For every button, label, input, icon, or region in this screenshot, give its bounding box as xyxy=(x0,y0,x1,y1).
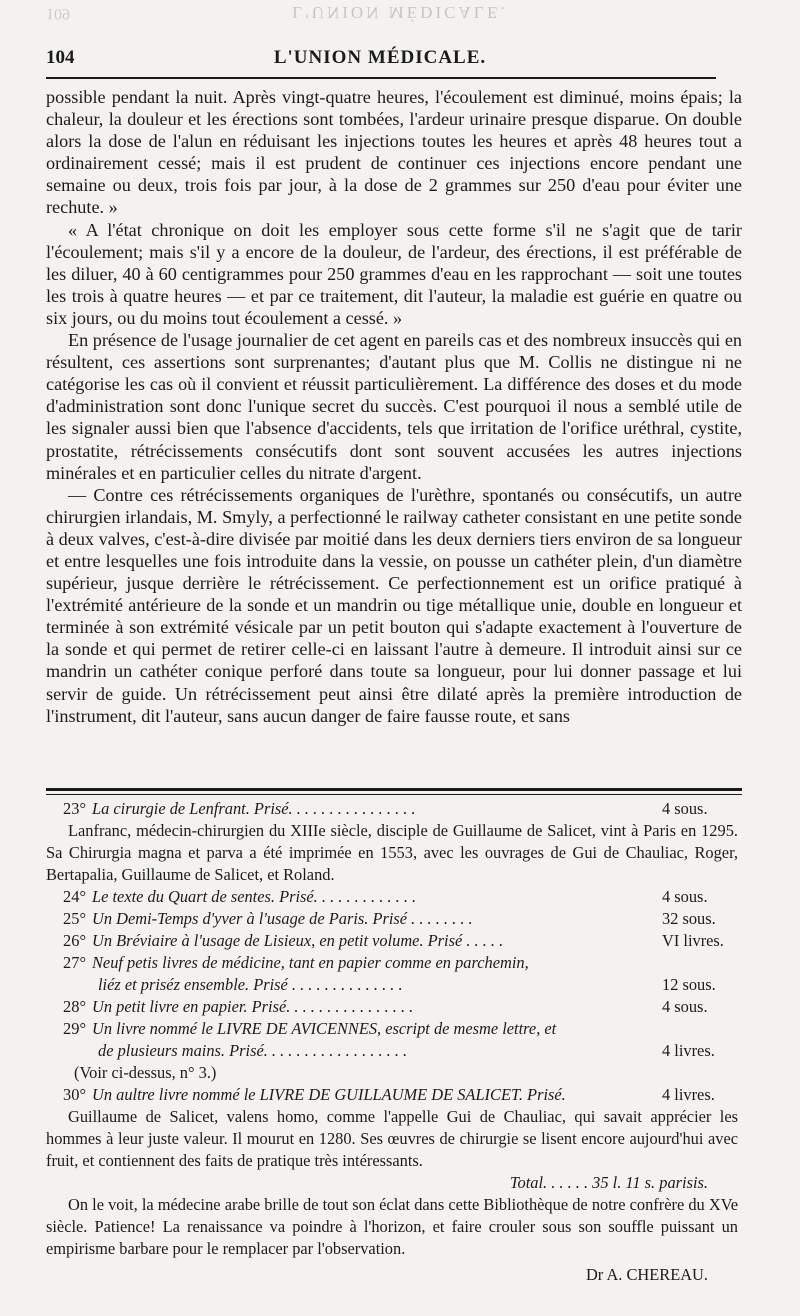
item-number: 25° xyxy=(63,909,86,928)
inventory-item-29 xyxy=(46,1018,738,1062)
inventory-item-30 xyxy=(46,1084,738,1106)
item-title: Un Demi-Temps d'yver à l'usage de Paris. Prisé . . . . . . . . xyxy=(92,909,473,928)
cross-reference: (Voir ci-dessus, n° 3.) xyxy=(74,1063,217,1082)
paragraph-collis: En présence de l'usage journalier de cet agent en pareils cas et des nombreux insuccès qui en résultent, ces assertions sont surprenantes; d'autant plus que M. Collis ne distingue ni ne catégorise les cas où il convient et réussit particulièrement. La différence des doses et du mode d'administration sont donc l'unique secret du succès. C'est pourquoi il nous a semblé utile de les signaler aussi bien que l'absence d'accidents, tels que irritation de l'orifice uréthral, cystite, prostatite, rétrécissements consécutifs dont sont souvent accusées les autres injections minérales et en particulier celles du nitrate d'argent. xyxy=(46,330,742,483)
item-number: 23° xyxy=(63,799,86,818)
item-title: Le texte du Quart de sentes. Prisé. . . . . . . . . . . . . xyxy=(92,887,417,906)
item-title-continuation: de plusieurs mains. Prisé. . . . . . . . . . . . . . . . . . xyxy=(98,1041,408,1060)
section-rule-thick xyxy=(46,788,742,791)
item-price: 4 sous. xyxy=(662,887,708,906)
paragraph-chronic-state: « A l'état chronique on doit les employer sous cette forme s'il ne s'agit que de tarir l'écoulement; mais s'il y a encore de la douleur, de l'ardeur, des érections, il est préférable de les diluer, 40 à 60 centigrammes pour 250 grammes d'eau en les rapprochant — soit une toutes les trois à quatre heures — et par ce traitement, dit l'auteur, la maladie est guérie en quatre ou six jours, ou du moins tout écoulement a cessé. » xyxy=(46,219,742,328)
paragraph-lanfranc: Lanfranc, médecin-chirurgien du XIIIe siècle, disciple de Guillaume de Salicet, vint à Paris en 1295. Sa Chirurgia magna et parva a été imprimée en 1553, avec les ouvrages de Gui de Chauliac, Roger, Bertapalia, Guillaume de Salicet, et Roland. xyxy=(46,821,738,884)
page-number: 104 xyxy=(46,47,75,68)
inventory-total: Total. . . . . . 35 l. 11 s. parisis. xyxy=(509,1173,708,1192)
header-rule xyxy=(46,77,716,79)
main-text xyxy=(46,86,742,727)
item-title: Un aultre livre nommé le LIVRE DE GUILLAUME DE SALICET. Prisé. xyxy=(92,1085,566,1104)
inventory-item-26 xyxy=(46,930,738,952)
item-price: VI livres. xyxy=(662,931,724,950)
author-signature: Dr A. CHEREAU. xyxy=(585,1265,708,1284)
running-title: L'UNION MÉDICALE. xyxy=(273,47,487,68)
bleed-through-title: L'UNION MÉDICALE. xyxy=(292,3,508,22)
inventory-item-28 xyxy=(46,996,738,1018)
inventory-item-23 xyxy=(46,798,738,820)
item-number: 26° xyxy=(63,931,86,950)
paragraph-smyly: — Contre ces rétrécissements organiques de l'urèthre, spontanés ou consécutifs, un autre chirurgien irlandais, M. Smyly, a perfectionné le railway catheter consistant en une petite sonde à deux valves, c'est-à-dire divisée par moitié dans les deux derniers tiers environ de sa longueur et entre lesquelles une fois introduite dans la vessie, on pousse un cathéter plein, d'un diamètre supérieur, jusque derrière le rétrécissement. Ce perfectionnement est un orifice pratiqué à l'extrémité antérieure de la sonde et un mandrin ou tige métallique unie, double en longueur et terminée à son extrémité vésicale par un petit bouton qui s'adapte exactement à l'ouverture de la sonde et qui permet de retirer celle-ci en laissant l'autre à demeure. Il introduit ainsi sur ce mandrin un cathéter conique perforé dans toute sa longueur, pour lui donner passage et lui servir de guide. Un rétrécissement peut ainsi être dilaté après la première introduction de l'instrument, dit l'auteur, sans aucun danger de faire fausse route, et sans xyxy=(46,484,742,726)
page-header xyxy=(46,47,714,71)
item-title: Un Bréviaire à l'usage de Lisieux, en petit volume. Prisé . . . . . xyxy=(92,931,504,950)
inventory-item-25 xyxy=(46,908,738,930)
bleed-through-page-number: 109 xyxy=(46,5,70,22)
paragraph-salicet: Guillaume de Salicet, valens homo, comme l'appelle Gui de Chauliac, qui savait apprécier les hommes à leur juste valeur. Il mourut en 1280. Ses œuvres de chirurgie se lisent encore aujourd'hui avec fruit, et contiennent des faits de pratique très intéressants. xyxy=(46,1107,738,1170)
item-title: Un livre nommé le LIVRE DE AVICENNES, escript de mesme lettre, et xyxy=(92,1019,557,1038)
item-price: 32 sous. xyxy=(662,909,716,928)
paragraph-conclusion: On le voit, la médecine arabe brille de tout son éclat dans cette Bibliothèque de notre confrère du XVe siècle. Patience! La renaissance va poindre à l'horizon, et faire crouler sous son souffle puissant un empirisme barbare pour le remplacer par l'observation. xyxy=(46,1195,738,1258)
item-title: La cirurgie de Lenfrant. Prisé. . . . . . . . . . . . . . . . xyxy=(92,799,416,818)
item-price: 4 livres. xyxy=(662,1085,715,1104)
item-number: 29° xyxy=(63,1019,86,1038)
item-number: 24° xyxy=(63,887,86,906)
section-rule-thin xyxy=(46,794,742,795)
item-price: 4 sous. xyxy=(662,997,708,1016)
item-number: 27° xyxy=(63,953,86,972)
item-price: 12 sous. xyxy=(662,975,716,994)
item-price: 4 livres. xyxy=(662,1041,715,1060)
paragraph-continuation: possible pendant la nuit. Après vingt-quatre heures, l'écoulement est diminué, moins épais; la chaleur, la douleur et les érections sont tombées, l'ardeur urinaire presque disparue. On double alors la dose de l'alun en réduisant les injections toutes les heures et après 48 heures tout a ordinairement cessé; mais il est prudent de continuer ces injections encore pendant une semaine ou deux, trois fois par jour, à la dose de 2 grammes sur 250 d'eau pour éviter une rechute. » xyxy=(46,87,742,218)
item-title: Un petit livre en papier. Prisé. . . . . . . . . . . . . . . . xyxy=(92,997,414,1016)
inventory-item-27 xyxy=(46,952,738,996)
item-title-continuation: liéz et priséz ensemble. Prisé . . . . . . . . . . . . . . xyxy=(98,975,403,994)
inventory-item-24 xyxy=(46,886,738,908)
inventory-section xyxy=(46,798,738,1286)
item-title: Neuf petis livres de médicine, tant en papier comme en parchemin, xyxy=(92,953,529,972)
item-number: 30° xyxy=(63,1085,86,1104)
item-number: 28° xyxy=(63,997,86,1016)
item-price: 4 sous. xyxy=(662,799,708,818)
